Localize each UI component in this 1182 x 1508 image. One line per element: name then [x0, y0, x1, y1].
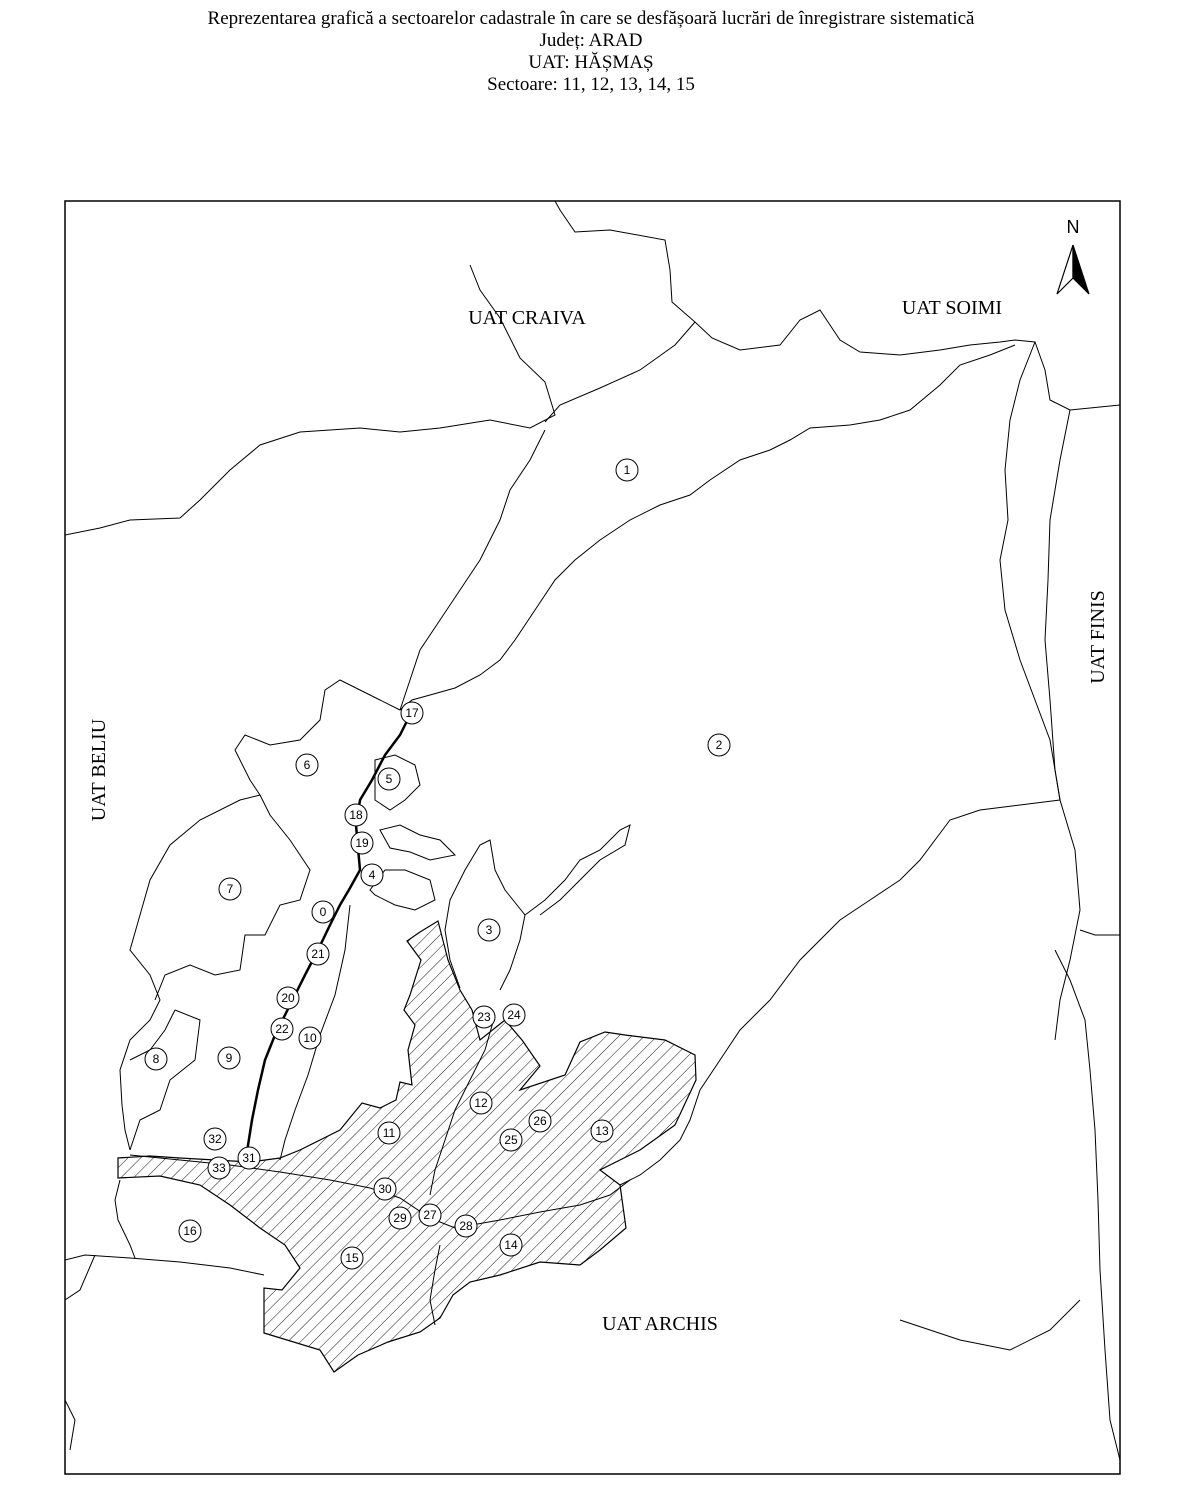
sector-number: 4	[368, 868, 376, 882]
sector-marker-29	[389, 1207, 411, 1229]
sector-number: 14	[504, 1238, 518, 1252]
sector-number: 23	[477, 1010, 491, 1024]
sector-number: 9	[225, 1051, 233, 1065]
sector-number: 30	[378, 1182, 392, 1196]
neighbor-label-archis: UAT ARCHIS	[602, 1313, 718, 1335]
sector-number: 5	[385, 772, 393, 786]
north-arrow-icon	[1057, 217, 1089, 294]
uat-boundary	[65, 1255, 264, 1275]
sector-marker-31	[238, 1147, 260, 1169]
sector-number: 12	[474, 1096, 488, 1110]
sector-boundary	[525, 825, 630, 915]
sector-marker-16	[179, 1220, 201, 1242]
sector-marker-5	[378, 768, 400, 790]
sector-number: 13	[595, 1124, 609, 1138]
sector-number: 27	[423, 1208, 437, 1222]
neighbor-label-craiva: UAT CRAIVA	[468, 307, 586, 329]
sector-boundary	[130, 1010, 200, 1150]
sector-marker-4	[361, 864, 383, 886]
hatched-area	[118, 921, 696, 1372]
sector-marker-27	[419, 1204, 441, 1226]
sector-number: 1	[623, 463, 631, 477]
uat-boundary	[1080, 930, 1120, 935]
sector-marker-0	[312, 901, 334, 923]
sector-number: 19	[355, 836, 369, 850]
sector-marker-20	[277, 987, 299, 1009]
uat-boundary	[900, 1300, 1080, 1350]
sector-marker-3	[478, 919, 500, 941]
sector-marker-19	[351, 832, 373, 854]
map-title: Reprezentarea grafică a sectoarelor cadastrale în care se desfășoară lucrări de înregistrare sistematică	[207, 8, 975, 29]
sector-marker-17	[401, 702, 423, 724]
sector-marker-2	[708, 734, 730, 756]
sector-marker-21	[307, 943, 329, 965]
sector-number: 21	[311, 947, 325, 961]
sector-boundary	[400, 345, 1015, 710]
sector-number: 3	[485, 923, 493, 937]
sector-marker-30	[374, 1178, 396, 1200]
sectors-label: Sectoare: 11, 12, 13, 14, 15	[487, 74, 695, 95]
sector-boundary	[380, 825, 455, 860]
sector-marker-11	[378, 1122, 400, 1144]
north-label: N	[1066, 217, 1080, 237]
sector-number: 31	[242, 1151, 256, 1165]
sector-number: 10	[303, 1031, 317, 1045]
sector-number: 16	[183, 1224, 197, 1238]
sector-marker-28	[455, 1215, 477, 1237]
sector-boundary	[445, 840, 525, 990]
sector-number: 22	[275, 1022, 289, 1036]
sector-marker-15	[341, 1247, 363, 1269]
uat-boundary	[1055, 950, 1120, 1460]
uat-label: UAT: HĂȘMAȘ	[528, 52, 654, 73]
sector-number: 25	[504, 1133, 518, 1147]
sector-marker-22	[271, 1018, 293, 1040]
sector-marker-6	[296, 754, 318, 776]
sector-number: 26	[533, 1114, 547, 1128]
sector-number: 28	[459, 1219, 473, 1233]
sector-marker-26	[529, 1110, 551, 1132]
sector-marker-9	[218, 1047, 240, 1069]
sector-marker-32	[204, 1128, 226, 1150]
sector-marker-7	[219, 878, 241, 900]
sector-number: 8	[152, 1052, 160, 1066]
sector-marker-1	[616, 459, 638, 481]
sector-number: 7	[226, 882, 234, 896]
sector-marker-33	[208, 1157, 230, 1179]
uat-boundary	[65, 265, 555, 535]
neighbor-label-soimi: UAT SOIMI	[901, 297, 1003, 319]
uat-boundary	[1000, 342, 1080, 1040]
sector-number: 2	[715, 738, 723, 752]
sector-number: 32	[208, 1132, 222, 1146]
sector-marker-14	[500, 1234, 522, 1256]
sector-marker-23	[473, 1006, 495, 1028]
sector-marker-12	[470, 1092, 492, 1114]
sector-number: 29	[393, 1211, 407, 1225]
map-frame	[65, 201, 1120, 1474]
uat-boundary	[1045, 410, 1070, 800]
uat-boundary	[65, 1400, 75, 1450]
sector-number: 0	[319, 905, 327, 919]
sector-marker-13	[591, 1120, 613, 1142]
sector-number: 11	[382, 1126, 396, 1140]
uat-boundary	[695, 310, 1120, 410]
sector-number: 15	[345, 1251, 359, 1265]
neighbor-label-finis: UAT FINIS	[1087, 590, 1109, 684]
sector-marker-18	[345, 804, 367, 826]
uat-boundary	[65, 1255, 95, 1300]
sector-number: 17	[405, 706, 419, 720]
sector-marker-10	[299, 1027, 321, 1049]
sector-marker-25	[500, 1129, 522, 1151]
neighbor-label-beliu: UAT BELIU	[88, 718, 110, 822]
sector-number: 20	[281, 991, 295, 1005]
uat-boundary	[620, 800, 1060, 1185]
sector-marker-24	[503, 1004, 525, 1026]
sector-number: 33	[212, 1161, 226, 1175]
sector-boundary	[400, 430, 545, 710]
sector-number: 24	[507, 1008, 521, 1022]
sector-number: 6	[303, 758, 311, 772]
county-label: Județ: ARAD	[539, 30, 643, 51]
sector-number: 18	[349, 808, 363, 822]
uat-boundary	[115, 1180, 135, 1258]
sector-marker-8	[145, 1048, 167, 1070]
